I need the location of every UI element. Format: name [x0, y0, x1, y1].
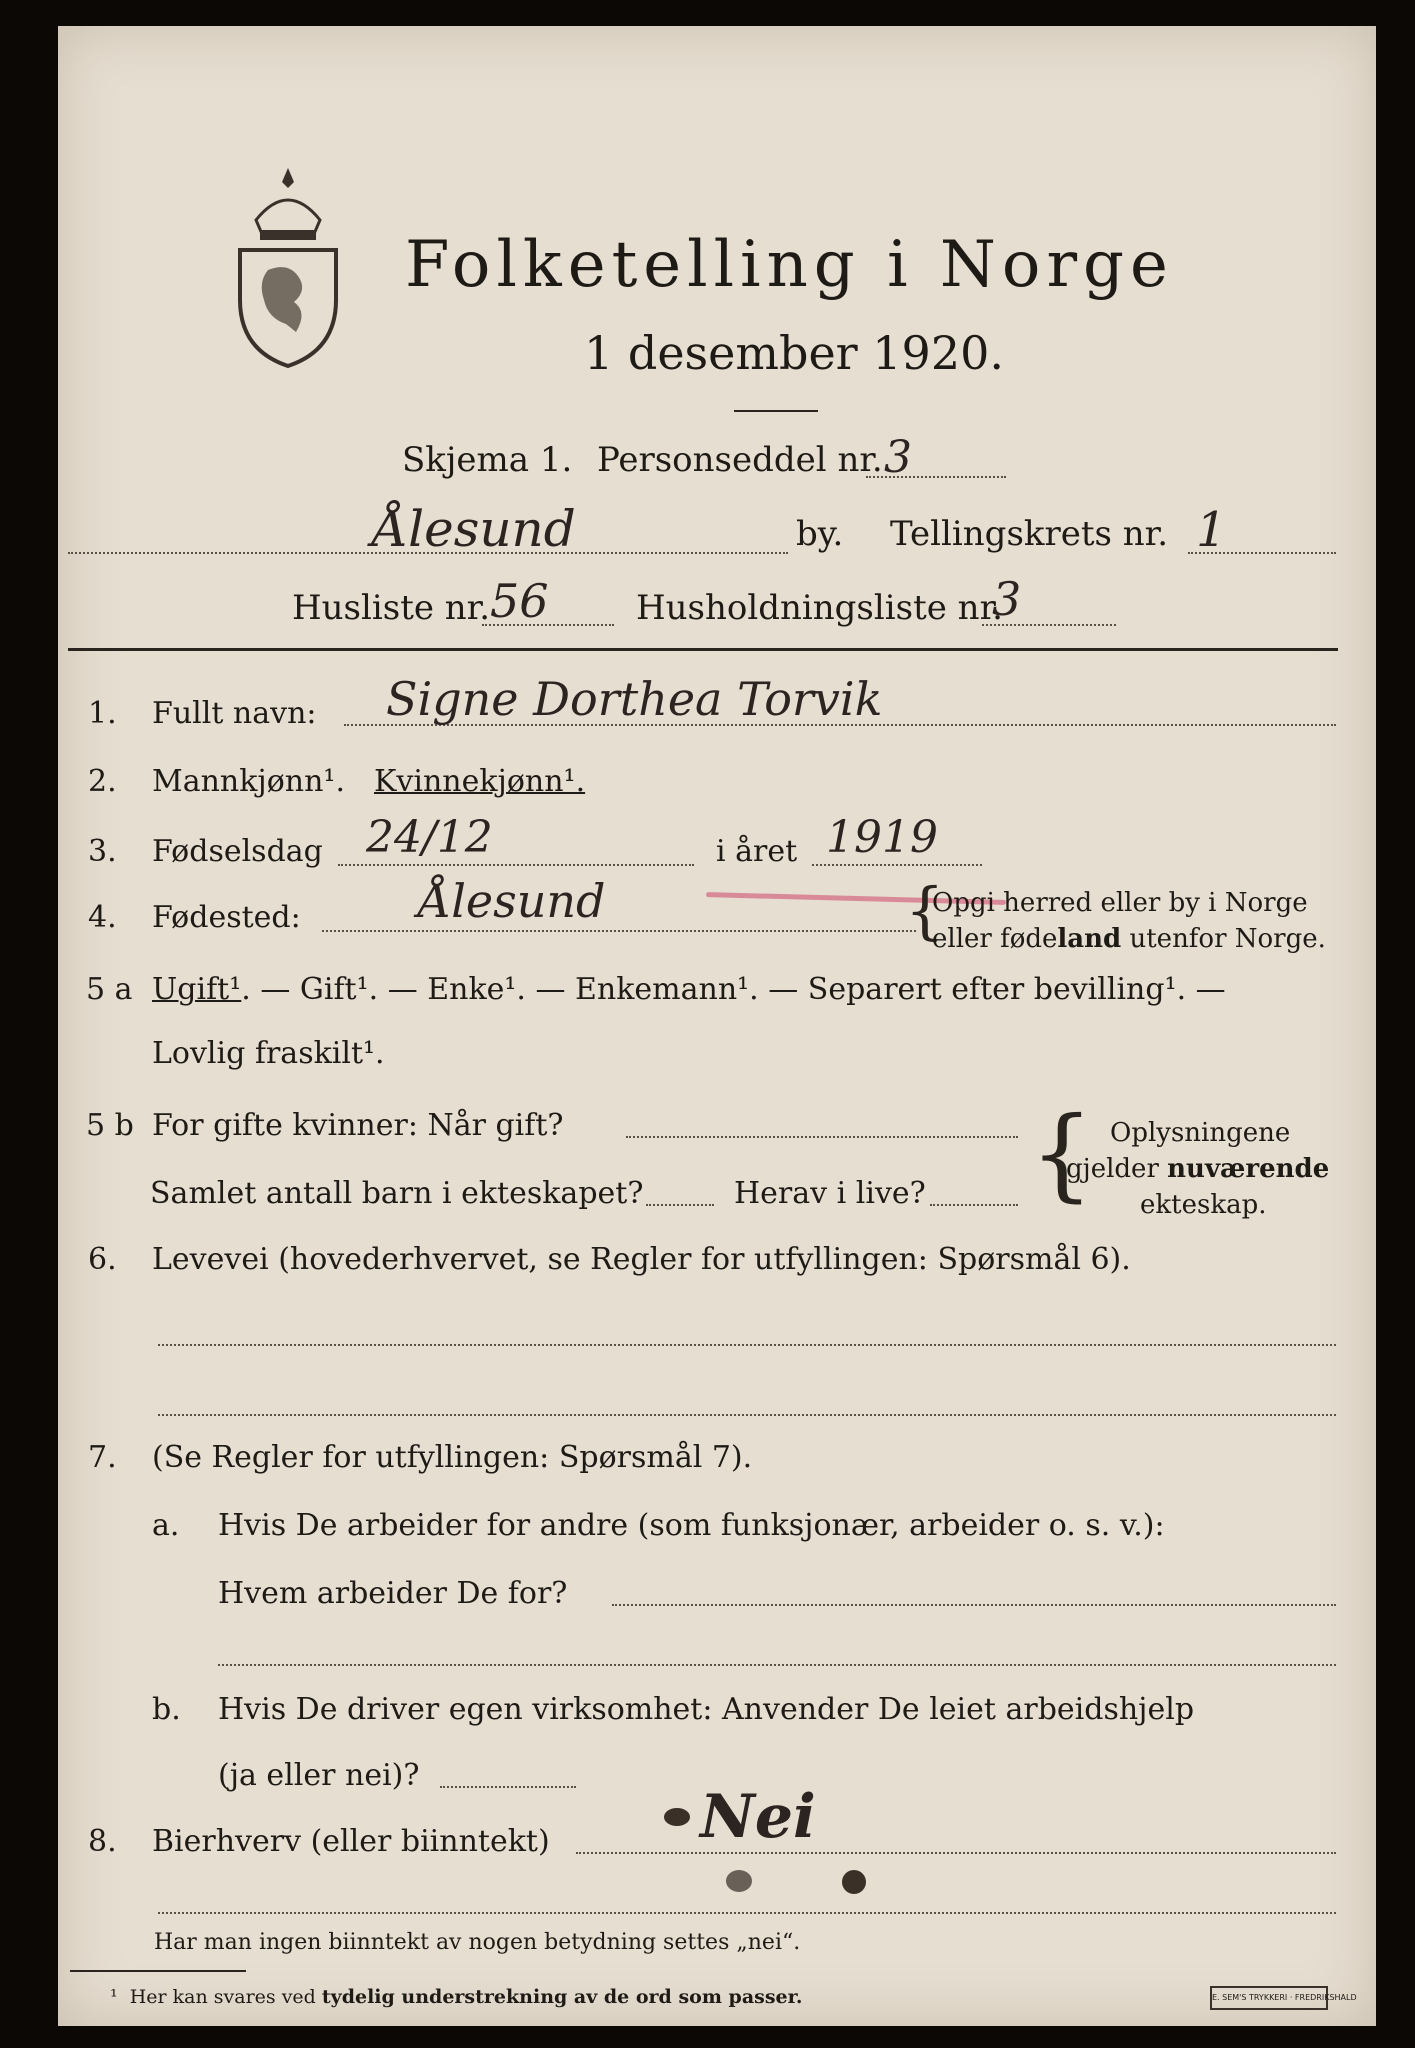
header-divider	[68, 648, 1338, 651]
form-title: Folketelling i Norge	[405, 228, 1174, 302]
q5b-line2b: Herav i live?	[734, 1176, 926, 1211]
husholdningsliste-label: Husholdningsliste nr.	[636, 588, 1003, 628]
q8-value[interactable]: Nei	[700, 1782, 816, 1852]
footer-note: Har man ingen biinntekt av nogen betydning settes „nei“.	[154, 1930, 801, 1955]
city-value[interactable]: Ålesund	[372, 500, 576, 558]
q3-year-line	[812, 864, 982, 866]
q1-number: 1.	[88, 696, 117, 731]
census-date: 1 desember 1920.	[584, 326, 1004, 380]
printer-stamp: E. SEM'S TRYKKERI · FREDRIKSHALD	[1210, 1986, 1328, 2010]
q4-note-brace: {	[905, 874, 945, 947]
q5a-number: 5 a	[86, 972, 133, 1007]
q7b-answer-line	[440, 1786, 576, 1788]
q7a-employer-line	[612, 1604, 1336, 1606]
q1-label: Fullt navn:	[152, 696, 317, 731]
q5b-note2: gjelder nuværende	[1066, 1154, 1330, 1184]
q2-number: 2.	[88, 764, 117, 799]
q5a-ugift-selected[interactable]: Ugift¹	[152, 972, 242, 1007]
q6-number: 6.	[88, 1242, 117, 1277]
q3-number: 3.	[88, 834, 117, 869]
q7b-line2: (ja eller nei)?	[218, 1758, 420, 1793]
q4-line	[322, 930, 916, 932]
husholdningsliste-value[interactable]: 3	[992, 572, 1022, 626]
q4-note-line2: eller fødeland utenfor Norge.	[932, 924, 1326, 954]
q5a-line2[interactable]: Lovlig fraskilt¹.	[152, 1036, 385, 1071]
footnote: ¹ Her kan svares ved tydelig understrekning av de ord som passer.	[110, 1986, 803, 2008]
ink-blot	[842, 1870, 866, 1894]
q5b-children-line	[646, 1204, 714, 1206]
q7a-extra-line	[218, 1664, 1336, 1666]
ink-blot	[726, 1870, 752, 1892]
footnote-divider	[70, 1970, 246, 1972]
q5b-line1: For gifte kvinner: Når gift?	[152, 1108, 564, 1143]
q1-value[interactable]: Signe Dorthea Torvik	[386, 672, 883, 726]
q5b-alive-line	[930, 1204, 1018, 1206]
q3-day-value[interactable]: 24/12	[366, 812, 493, 863]
q6-line2	[158, 1414, 1336, 1416]
q5a-other-options[interactable]: . — Gift¹. — Enke¹. — Enkemann¹. — Separert efter bevilling¹. —	[241, 972, 1226, 1007]
q5b-note1: Oplysningene	[1110, 1118, 1291, 1148]
q8-label: Bierhverv (eller biinntekt)	[152, 1824, 550, 1859]
husliste-value[interactable]: 56	[490, 574, 549, 628]
q6-line1	[158, 1344, 1336, 1346]
q7b-letter: b.	[152, 1692, 181, 1727]
q3-year-label: i året	[716, 834, 798, 869]
q7b-line1: Hvis De driver egen virksomhet: Anvender De leiet arbeidshjelp	[218, 1692, 1195, 1727]
q7-number: 7.	[88, 1440, 117, 1475]
personseddel-value[interactable]: 3	[884, 432, 912, 483]
q8-number: 8.	[88, 1824, 117, 1859]
personseddel-label: Personseddel nr.	[597, 440, 883, 480]
title-divider	[734, 410, 818, 412]
q8-line2	[158, 1912, 1336, 1914]
q4-number: 4.	[88, 900, 117, 935]
tellingskrets-label: Tellingskrets nr.	[890, 514, 1169, 554]
q5b-note-brace: {	[1030, 1095, 1094, 1212]
q7a-line1: Hvis De arbeider for andre (som funksjonær, arbeider o. s. v.):	[218, 1508, 1165, 1543]
q3-day-line	[338, 864, 694, 866]
q6-label: Levevei (hovederhvervet, se Regler for utfyllingen: Spørsmål 6).	[152, 1242, 1131, 1277]
q5b-number: 5 b	[86, 1108, 134, 1143]
q7a-letter: a.	[152, 1508, 180, 1543]
q7a-line2: Hvem arbeider De for?	[218, 1576, 568, 1611]
q5b-line2a: Samlet antall barn i ekteskapet?	[150, 1176, 644, 1211]
q2-kvinnekjonn-selected[interactable]: Kvinnekjønn¹.	[374, 764, 586, 799]
q5a-options	[152, 972, 1226, 1007]
q4-value[interactable]: Ålesund	[418, 874, 606, 928]
q3-label: Fødselsdag	[152, 834, 323, 869]
q3-year-value[interactable]: 1919	[826, 812, 938, 863]
husliste-label: Husliste nr.	[292, 588, 491, 628]
q2-mannkjonn[interactable]: Mannkjønn¹.	[152, 764, 345, 799]
q5b-note3: ekteskap.	[1140, 1190, 1267, 1220]
by-label: by.	[796, 514, 844, 554]
tellingskrets-value[interactable]: 1	[1196, 502, 1227, 558]
schema-label: Skjema 1.	[402, 440, 573, 480]
q4-label: Fødested:	[152, 900, 301, 935]
q4-note-line1: Opgi herred eller by i Norge	[932, 888, 1308, 918]
ink-blot	[664, 1808, 690, 1826]
q8-line	[576, 1852, 1336, 1854]
q7-label: (Se Regler for utfyllingen: Spørsmål 7).	[152, 1440, 753, 1475]
norwegian-coat-of-arms-emblem	[228, 160, 348, 370]
q5b-married-line	[626, 1136, 1018, 1138]
